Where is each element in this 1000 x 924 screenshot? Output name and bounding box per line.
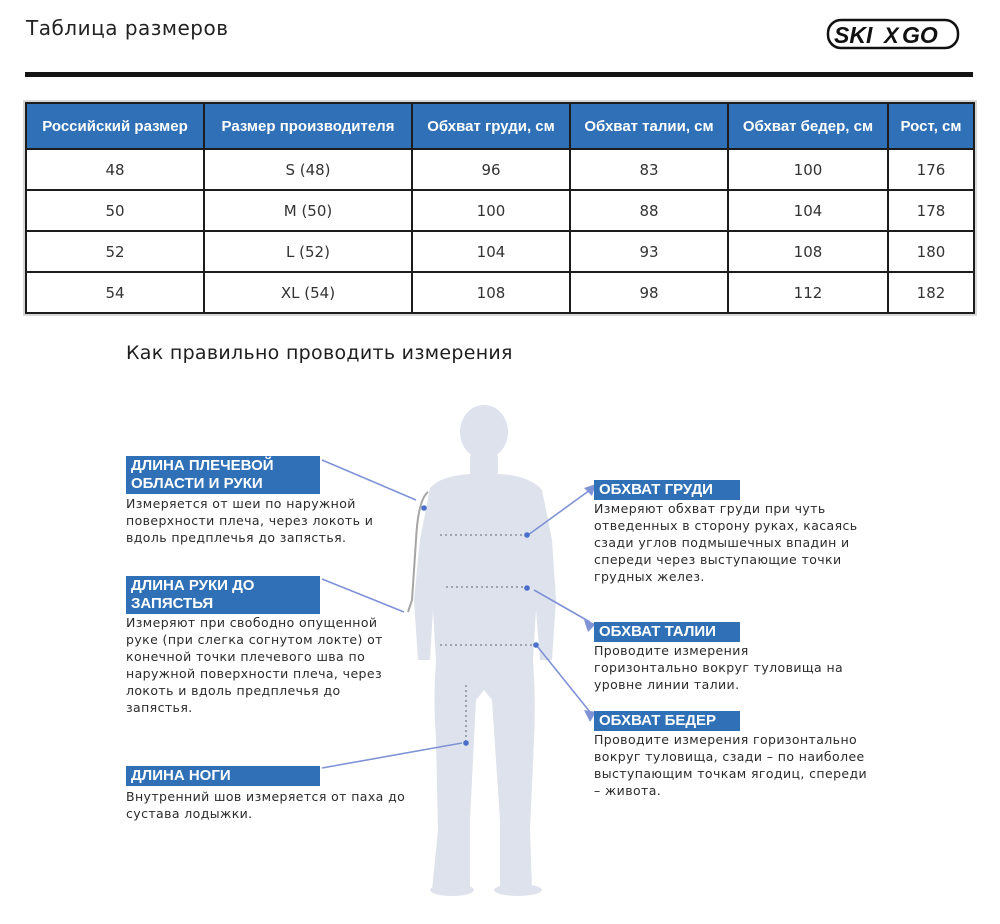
label-leg-length: ДЛИНА НОГИ	[126, 766, 320, 786]
svg-text:GO: GO	[902, 22, 938, 48]
table-cell: 88	[570, 190, 728, 231]
table-cell: 180	[888, 231, 974, 272]
size-table	[25, 102, 975, 314]
table-cell: L (52)	[204, 231, 412, 272]
header-divider	[25, 72, 973, 77]
table-header-row	[26, 103, 974, 149]
column-header: Российский размер	[26, 103, 204, 149]
label-waist-girth: ОБХВАТ ТАЛИИ	[594, 622, 740, 642]
table-cell: 112	[728, 272, 888, 313]
table-row	[26, 272, 974, 313]
label-hip-girth: ОБХВАТ БЕДЕР	[594, 711, 740, 731]
table-cell: 96	[412, 149, 570, 190]
column-header: Обхват груди, см	[412, 103, 570, 149]
desc-chest-girth: Измеряют обхват груди при чуть отведенных в сторону руках, касаясь сзади углов подмышечных впадин и спереди через выступающие точки грудных желез.	[594, 501, 858, 584]
table-cell: 182	[888, 272, 974, 313]
table-cell: 100	[728, 149, 888, 190]
table-cell: 48	[26, 149, 204, 190]
table-cell: 98	[570, 272, 728, 313]
desc-arm-length: Измеряют при свободно опущенной руке (при слегка согнутом локте) от конечной точки плечевого шва по наружной поверхности плеча, через локоть и вдоль предплечья до запястья.	[126, 615, 383, 715]
svg-text:SKI: SKI	[834, 22, 873, 48]
column-header: Обхват бедер, см	[728, 103, 888, 149]
column-header: Размер производителя	[204, 103, 412, 149]
table-cell: XL (54)	[204, 272, 412, 313]
label-chest-girth: ОБХВАТ ГРУДИ	[594, 480, 740, 500]
table-cell: 93	[570, 231, 728, 272]
table-row	[26, 231, 974, 272]
desc-leg-length: Внутренний шов измеряется от паха до сустава лодыжки.	[126, 789, 406, 821]
silhouette	[414, 405, 556, 896]
label-arm-length: ДЛИНА РУКИ ДО ЗАПЯСТЬЯ	[126, 576, 320, 614]
table-cell: M (50)	[204, 190, 412, 231]
measure-guide-title: Как правильно проводить измерения	[126, 342, 513, 364]
table-cell: 178	[888, 190, 974, 231]
brand-logo	[826, 16, 960, 52]
table-cell: 83	[570, 149, 728, 190]
desc-hip-girth: Проводите измерения горизонтально вокруг туловища, сзади – по наиболее выступающим точкам ягодиц, спереди – живота.	[594, 732, 868, 798]
table-cell: 108	[412, 272, 570, 313]
table-cell: 54	[26, 272, 204, 313]
table-cell: 176	[888, 149, 974, 190]
table-row	[26, 149, 974, 190]
page-title: Таблица размеров	[26, 16, 229, 40]
table-cell: 52	[26, 231, 204, 272]
label-shoulder-arm-length: ДЛИНА ПЛЕЧЕВОЙ ОБЛАСТИ И РУКИ	[126, 456, 320, 494]
column-header: Обхват талии, см	[570, 103, 728, 149]
svg-text:X: X	[884, 23, 899, 48]
table-cell: 108	[728, 231, 888, 272]
table-cell: 50	[26, 190, 204, 231]
table-row	[26, 190, 974, 231]
desc-waist-girth: Проводите измерения горизонтально вокруг туловища на уровне линии талии.	[594, 643, 844, 692]
table-cell: S (48)	[204, 149, 412, 190]
table-cell: 104	[728, 190, 888, 231]
column-header: Рост, см	[888, 103, 974, 149]
table-cell: 100	[412, 190, 570, 231]
desc-shoulder-arm-length: Измеряется от шеи по наружной поверхности плеча, через локоть и вдоль предплечья до запястья.	[126, 496, 374, 545]
table-cell: 104	[412, 231, 570, 272]
